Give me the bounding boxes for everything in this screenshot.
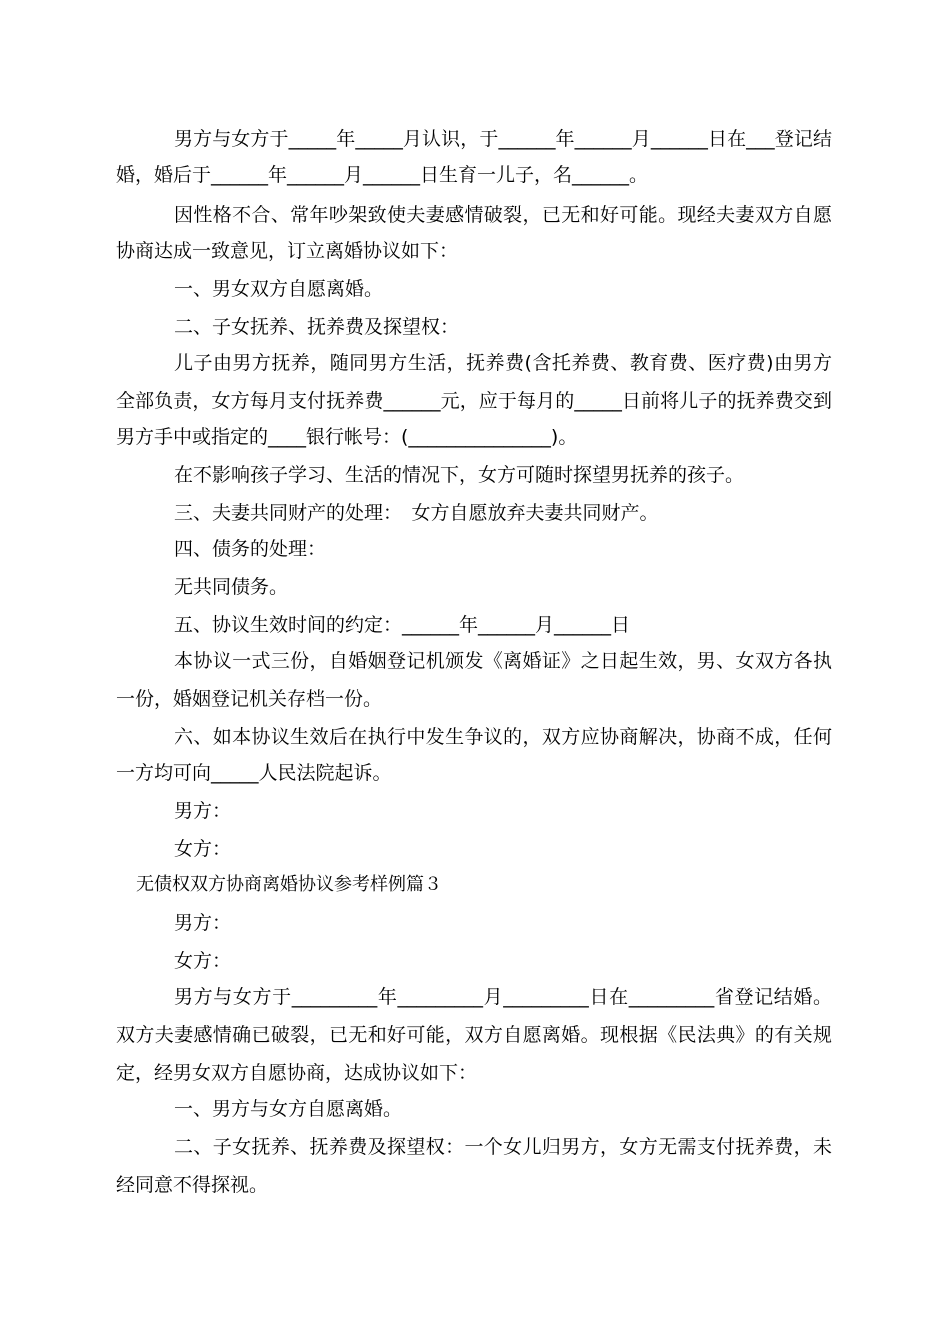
paragraph-line: 一份，婚姻登记机关存档一份。: [116, 688, 383, 710]
paragraph-line: 男方与女方于_________年_________月_________日在_________省登记结婚。: [174, 986, 832, 1008]
paragraph-line: 男方手中或指定的____银行帐号：(_______________)。: [116, 426, 578, 448]
clause-heading: 一、男女双方自愿离婚。: [174, 278, 384, 300]
party-label-woman: 女方：: [174, 950, 232, 972]
paragraph-line: 无共同债务。: [174, 576, 289, 598]
paragraph-line: 二、子女抚养、抚养费及探望权：一个女儿归男方，女方无需支付抚养费，未: [174, 1136, 832, 1158]
paragraph-line: 全部负责，女方每月支付抚养费______元，应于每月的_____日前将儿子的抚养费交到: [116, 390, 832, 412]
paragraph-line: 因性格不合、常年吵架致使夫妻感情破裂，已无和好可能。现经夫妻双方自愿: [174, 204, 832, 226]
section-title: 无债权双方协商离婚协议参考样例篇３: [136, 874, 442, 895]
paragraph-line: 男方与女方于_____年_____月认识，于______年______月______日在___登记结: [174, 128, 832, 150]
clause-heading: 四、债务的处理：: [174, 538, 327, 560]
paragraph-line: 本协议一式三份，自婚姻登记机颁发《离婚证》之日起生效，男、女双方各执: [174, 650, 832, 672]
paragraph-line: 定，经男女双方自愿协商，达成协议如下：: [116, 1062, 478, 1084]
paragraph-line: 双方夫妻感情确已破裂，已无和好可能，双方自愿离婚。现根据《民法典》的有关规: [116, 1024, 832, 1046]
clause-heading: 二、子女抚养、抚养费及探望权：: [174, 316, 460, 338]
clause-heading: 三、夫妻共同财产的处理： 女方自愿放弃夫妻共同财产。: [174, 502, 659, 524]
signature-label-man: 男方：: [174, 800, 232, 822]
clause-heading: 五、协议生效时间的约定：______年______月______日: [174, 614, 631, 636]
signature-label-woman: 女方：: [174, 838, 232, 860]
paragraph-line: 在不影响孩子学习、生活的情况下，女方可随时探望男抚养的孩子。: [174, 464, 745, 486]
paragraph-line: 六、如本协议生效后在执行中发生争议的，双方应协商解决，协商不成，任何: [174, 726, 832, 748]
paragraph-line: 经同意不得探视。: [116, 1174, 269, 1196]
paragraph-line: 协商达成一致意见，订立离婚协议如下：: [116, 240, 459, 262]
clause-heading: 一、男方与女方自愿离婚。: [174, 1098, 403, 1120]
paragraph-line: 婚，婚后于______年______月______日生育一儿子，名______。: [116, 164, 649, 186]
paragraph-line: 儿子由男方抚养，随同男方生活，抚养费(含托养费、教育费、医疗费)由男方: [174, 352, 832, 374]
paragraph-line: 一方均可向_____人民法院起诉。: [116, 762, 392, 784]
party-label-man: 男方：: [174, 912, 232, 934]
